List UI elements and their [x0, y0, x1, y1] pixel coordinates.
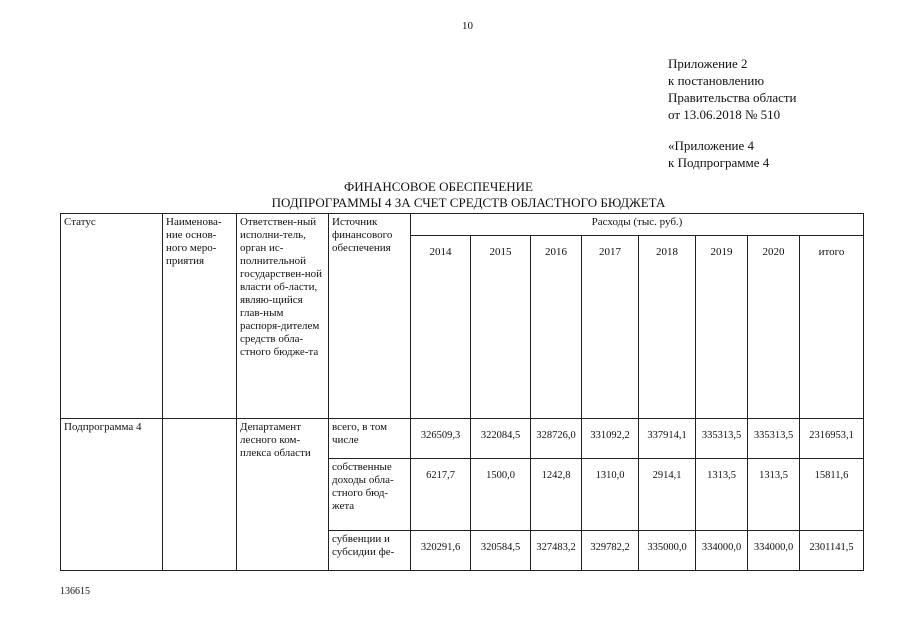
header-year: 2014 — [411, 236, 471, 419]
appendix-gap — [668, 123, 797, 137]
value-cell: 1313,5 — [696, 459, 748, 531]
value-cell: 6217,7 — [411, 459, 471, 531]
value-cell: 320291,6 — [411, 531, 471, 571]
financing-table — [60, 213, 864, 571]
value-cell: 335313,5 — [748, 419, 800, 459]
value-cell: 335000,0 — [639, 531, 696, 571]
value-cell: 322084,5 — [471, 419, 531, 459]
appendix-line: Правительства области — [668, 90, 797, 105]
header-source: Источник финансового обеспечения — [329, 214, 411, 419]
value-cell: 2914,1 — [639, 459, 696, 531]
page-number: 10 — [462, 20, 473, 32]
value-cell: 328726,0 — [531, 419, 582, 459]
value-cell: 1313,5 — [748, 459, 800, 531]
appendix-line: Приложение 2 — [668, 56, 748, 71]
value-cell: 329782,2 — [582, 531, 639, 571]
value-cell: 337914,1 — [639, 419, 696, 459]
table-row — [61, 419, 864, 459]
appendix-line: к постановлению — [668, 73, 765, 88]
appendix-line: «Приложение 4 — [668, 138, 755, 153]
header-row — [61, 214, 864, 236]
header-year: 2017 — [582, 236, 639, 419]
header-year: 2015 — [471, 236, 531, 419]
document-subtitle: ПОДПРОГРАММЫ 4 ЗА СЧЕТ СРЕДСТВ ОБЛАСТНОГО БЮДЖЕТА — [271, 195, 666, 210]
row-source: субвенции и субсидии фе- — [329, 531, 411, 571]
value-cell-total: 2301141,5 — [800, 531, 864, 571]
value-cell: 1500,0 — [471, 459, 531, 531]
value-cell: 327483,2 — [531, 531, 582, 571]
value-cell: 326509,3 — [411, 419, 471, 459]
document-title: ФИНАНСОВОЕ ОБЕСПЕЧЕНИЕ — [343, 179, 534, 194]
header-year: 2018 — [639, 236, 696, 419]
header-year-total: итого — [800, 236, 864, 419]
header-year: 2020 — [748, 236, 800, 419]
value-cell-total: 15811,6 — [800, 459, 864, 531]
header-year: 2016 — [531, 236, 582, 419]
appendix-line: к Подпрограмме 4 — [668, 155, 770, 170]
header-year: 2019 — [696, 236, 748, 419]
row-source: всего, в том числе — [329, 419, 411, 459]
row-executor: Департамент лесного ком-плекса области — [237, 419, 329, 571]
appendix-block — [668, 55, 797, 171]
row-source: собственные доходы обла-стного бюд-жета — [329, 459, 411, 531]
header-executor: Ответствен-ный исполни-тель, орган ис-полнительной государствен-ной власти об-ласти, являю-щийся глав-ным распоря-дителем средств обла-стного бюдже-та — [237, 214, 329, 419]
footer-code: 136615 — [60, 586, 90, 597]
value-cell: 331092,2 — [582, 419, 639, 459]
header-expenses: Расходы (тыс. руб.) — [411, 214, 864, 236]
row-measure — [163, 419, 237, 571]
row-status: Подпрограмма 4 — [61, 419, 163, 571]
value-cell: 320584,5 — [471, 531, 531, 571]
value-cell-total: 2316953,1 — [800, 419, 864, 459]
value-cell: 334000,0 — [748, 531, 800, 571]
header-measure: Наименова-ние основ-ного меро-приятия — [163, 214, 237, 419]
value-cell: 1310,0 — [582, 459, 639, 531]
appendix-line: от 13.06.2018 № 510 — [668, 107, 781, 122]
value-cell: 335313,5 — [696, 419, 748, 459]
value-cell: 1242,8 — [531, 459, 582, 531]
value-cell: 334000,0 — [696, 531, 748, 571]
header-status: Статус — [61, 214, 163, 419]
